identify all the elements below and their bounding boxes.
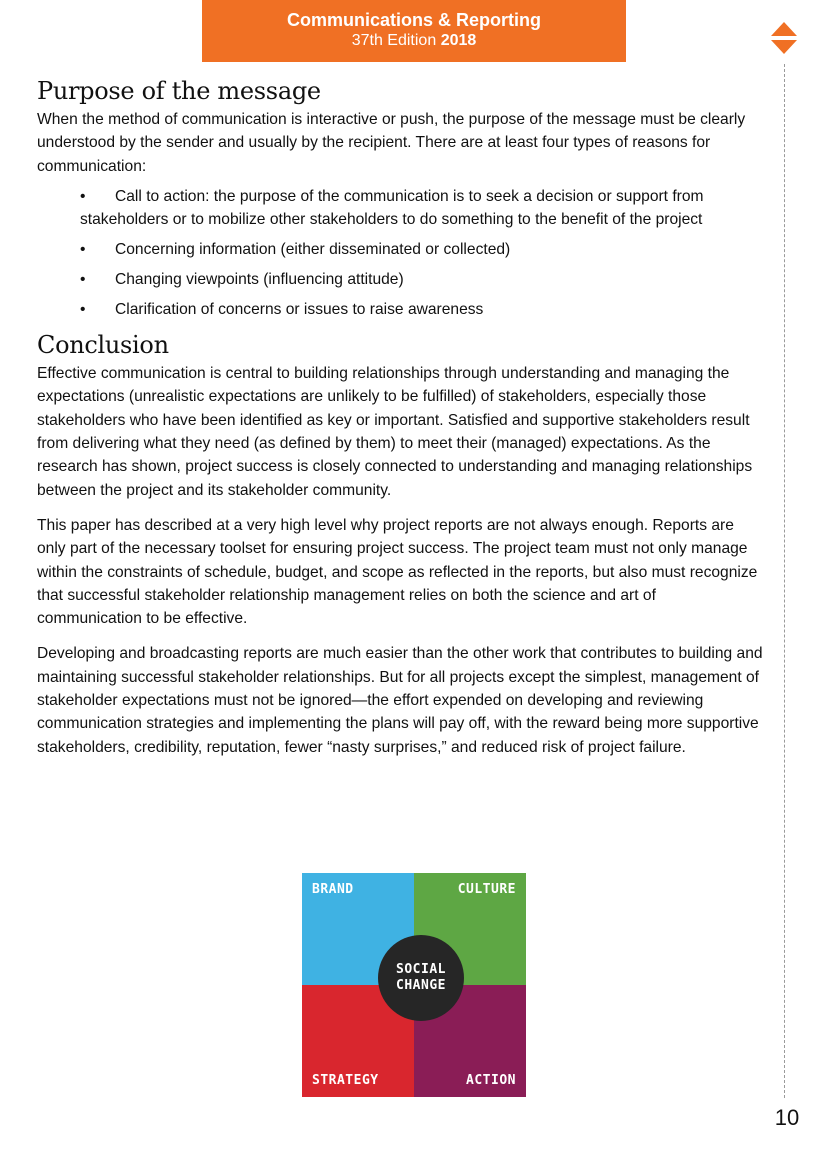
side-dashed-line bbox=[784, 64, 785, 1098]
conclusion-paragraph-2: This paper has described at a very high level why project reports are not always enough. Reports are only part of the necessary toolset for ensuring project success. The project team must not only manage within the constraints of schedule, budget, and scope as reflected in the reports, but also must recognize that successful stakeholder relationship management relies on both the science and art of communication to be effective. bbox=[37, 516, 758, 628]
edition-label: 37th Edition bbox=[351, 32, 437, 49]
diamond-arrows-icon bbox=[771, 22, 797, 54]
page-number: 10 bbox=[774, 1105, 800, 1130]
quadrant-strategy: STRATEGY bbox=[302, 985, 414, 1097]
bullet-item: • Changing viewpoints (influencing attitude) bbox=[80, 268, 765, 291]
section-heading-purpose: Purpose of the message bbox=[37, 77, 321, 105]
conclusion-paragraph-1: Effective communication is central to building relationships through understanding and managing the expectations (unrealistic expectations are unlikely to be fulfilled) of stakeholders, especially those stakeholders who have been identified as key or important. Satisfied and supportive stakeholders result from delivering what they need (as defined by them) to meet their (managed) expectations. As the research has shown, project success is closely connected to understanding and managing relationships between the project and its stakeholder community. bbox=[37, 365, 753, 499]
quadrant-action: ACTION bbox=[414, 985, 526, 1097]
bullet-icon: • bbox=[80, 271, 86, 289]
bullet-icon: • bbox=[80, 187, 86, 205]
center-label: SOCIAL CHANGE bbox=[396, 962, 446, 993]
quadrant-culture: CULTURE bbox=[414, 873, 526, 985]
bullet-icon: • bbox=[80, 301, 86, 319]
bullet-item: • Concerning information (either disseminated or collected) bbox=[80, 238, 765, 261]
center-circle bbox=[378, 935, 464, 1021]
bullet-item: • Clarification of concerns or issues to raise awareness bbox=[80, 298, 765, 321]
bullet-icon: • bbox=[80, 241, 86, 259]
edition-year: 2018 bbox=[440, 32, 477, 49]
header-banner bbox=[202, 0, 626, 62]
quadrant-brand: BRAND bbox=[302, 873, 414, 985]
bullet-item: • Call to action: the purpose of the communication is to seek a decision or support from stakeholders or to mobilize other stakeholders to do something to the benefit of the project bbox=[80, 185, 765, 232]
section-heading-conclusion: Conclusion bbox=[37, 331, 169, 360]
purpose-bullet-list bbox=[80, 185, 765, 322]
header-title: Communications & Reporting bbox=[286, 10, 541, 30]
page-content bbox=[37, 74, 765, 759]
social-change-graphic bbox=[302, 873, 526, 1097]
purpose-intro: When the method of communication is interactive or push, the purpose of the message must be clearly understood by the sender and usually by the recipient. There are at least four types of reasons for communication: bbox=[37, 111, 746, 175]
header-edition bbox=[202, 31, 626, 51]
conclusion-paragraph-3: Developing and broadcasting reports are much easier than the other work that contributes to building and maintaining successful stakeholder relationships. But for all projects except the simplest, management of stakeholder expectations must not be ignored—the effort expended on developing and reviewing communication strategies and implementing the plans will pay off, with the reward being more supportive stakeholders, credibility, reputation, fewer “nasty surprises,” and reduced risk of project failure. bbox=[37, 645, 763, 756]
